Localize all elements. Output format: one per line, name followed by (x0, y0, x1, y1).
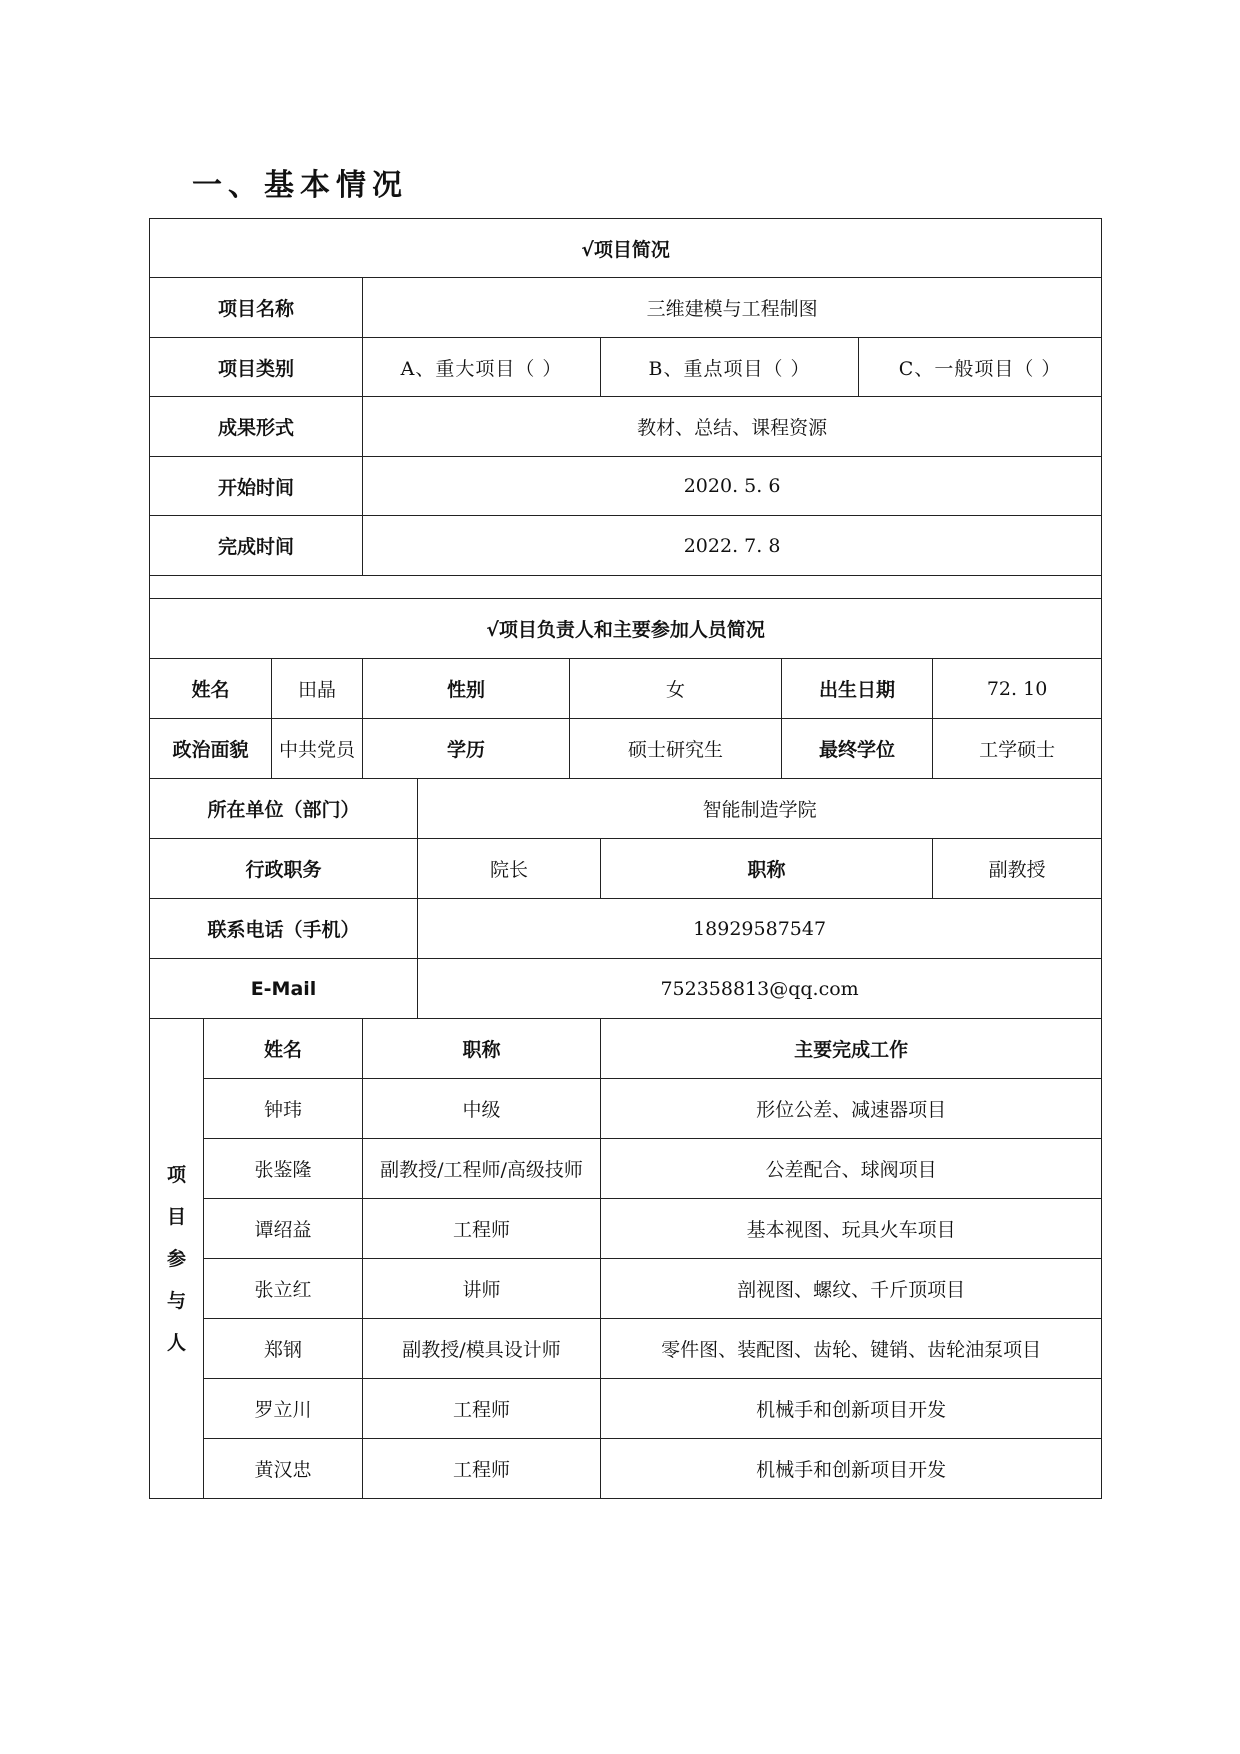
participant-title: 工程师 (363, 1439, 601, 1499)
table-row (150, 1319, 1102, 1379)
leader-row-2 (150, 719, 1102, 779)
leader-unit-value: 智能制造学院 (418, 779, 1102, 839)
side-label-char: 与 (166, 1289, 186, 1312)
participant-name: 张立红 (204, 1259, 363, 1319)
leader-section-title: √项目负责人和主要参加人员简况 (150, 599, 1102, 659)
leader-education-label: 学历 (363, 719, 570, 779)
table-row (150, 1079, 1102, 1139)
leader-phone-value: 18929587547 (418, 899, 1102, 959)
project-category-label: 项目类别 (150, 338, 363, 397)
leader-birth-label: 出生日期 (782, 659, 933, 719)
participant-name: 郑钢 (204, 1319, 363, 1379)
spacer-row (150, 576, 1102, 599)
leader-title-label: 职称 (601, 839, 933, 899)
leader-unit-label: 所在单位（部门） (150, 779, 418, 839)
project-start-row (150, 457, 1102, 516)
participant-title: 副教授/工程师/高级技师 (363, 1139, 601, 1199)
participant-work: 机械手和创新项目开发 (601, 1439, 1102, 1499)
participant-name: 张鉴隆 (204, 1139, 363, 1199)
project-name-row (150, 278, 1102, 338)
leader-position-label: 行政职务 (150, 839, 418, 899)
leader-education-value: 硕士研究生 (570, 719, 782, 779)
project-end-label: 完成时间 (150, 516, 363, 576)
participant-title: 工程师 (363, 1379, 601, 1439)
participant-name: 罗立川 (204, 1379, 363, 1439)
leader-gender-label: 性别 (363, 659, 570, 719)
leader-political-value: 中共党员 (272, 719, 363, 779)
project-name-value: 三维建模与工程制图 (363, 278, 1102, 338)
leader-row-1 (150, 659, 1102, 719)
participant-work: 零件图、装配图、齿轮、键销、齿轮油泵项目 (601, 1319, 1102, 1379)
basic-info-table (149, 218, 1102, 1499)
category-option-general: C、一般项目（ ） (859, 338, 1102, 397)
project-output-value: 教材、总结、课程资源 (363, 397, 1102, 457)
table-row (150, 1139, 1102, 1199)
leader-name-label: 姓名 (150, 659, 272, 719)
leader-degree-label: 最终学位 (782, 719, 933, 779)
participant-title: 讲师 (363, 1259, 601, 1319)
participant-work: 基本视图、玩具火车项目 (601, 1199, 1102, 1259)
project-output-label: 成果形式 (150, 397, 363, 457)
participant-title: 工程师 (363, 1199, 601, 1259)
table-row (150, 1439, 1102, 1499)
participant-title: 副教授/模具设计师 (363, 1319, 601, 1379)
leader-birth-value: 72. 10 (933, 659, 1102, 719)
participant-title: 中级 (363, 1079, 601, 1139)
project-section-row (150, 219, 1102, 278)
leader-title-value: 副教授 (933, 839, 1102, 899)
participant-work: 公差配合、球阀项目 (601, 1139, 1102, 1199)
project-end-value: 2022. 7. 8 (363, 516, 1102, 576)
participant-name: 谭绍益 (204, 1199, 363, 1259)
leader-section-row (150, 599, 1102, 659)
table-row (150, 1199, 1102, 1259)
project-category-row (150, 338, 1102, 397)
participant-work: 机械手和创新项目开发 (601, 1379, 1102, 1439)
leader-phone-row (150, 899, 1102, 959)
spacer-cell (150, 576, 1102, 599)
participant-name: 钟玮 (204, 1079, 363, 1139)
table-row (150, 1379, 1102, 1439)
project-output-row (150, 397, 1102, 457)
category-option-key: B、重点项目（ ） (601, 338, 859, 397)
leader-degree-value: 工学硕士 (933, 719, 1102, 779)
leader-email-value: 752358813@qq.com (418, 959, 1102, 1019)
side-label-char: 目 (166, 1205, 186, 1228)
project-section-title: √项目简况 (150, 219, 1102, 278)
participant-work: 形位公差、减速器项目 (601, 1079, 1102, 1139)
category-option-major: A、重大项目（ ） (363, 338, 601, 397)
project-start-label: 开始时间 (150, 457, 363, 516)
leader-political-label: 政治面貌 (150, 719, 272, 779)
side-label-char: 人 (166, 1331, 186, 1354)
participants-header-row (150, 1019, 1102, 1079)
leader-position-row (150, 839, 1102, 899)
table-row (150, 1259, 1102, 1319)
leader-unit-row (150, 779, 1102, 839)
participants-header-work: 主要完成工作 (601, 1019, 1102, 1079)
project-start-value: 2020. 5. 6 (363, 457, 1102, 516)
leader-name-value: 田晶 (272, 659, 363, 719)
participants-side-label (150, 1019, 204, 1499)
page-heading: 一、基本情况 (192, 168, 408, 203)
leader-phone-label: 联系电话（手机） (150, 899, 418, 959)
side-label-char: 参 (166, 1247, 186, 1270)
participants-header-name: 姓名 (204, 1019, 363, 1079)
participant-work: 剖视图、螺纹、千斤顶项目 (601, 1259, 1102, 1319)
leader-email-row (150, 959, 1102, 1019)
leader-email-label: E-Mail (150, 959, 418, 1019)
leader-gender-value: 女 (570, 659, 782, 719)
project-name-label: 项目名称 (150, 278, 363, 338)
participant-name: 黄汉忠 (204, 1439, 363, 1499)
leader-position-value: 院长 (418, 839, 601, 899)
project-end-row (150, 516, 1102, 576)
side-label-char: 项 (166, 1163, 186, 1186)
participants-header-title: 职称 (363, 1019, 601, 1079)
